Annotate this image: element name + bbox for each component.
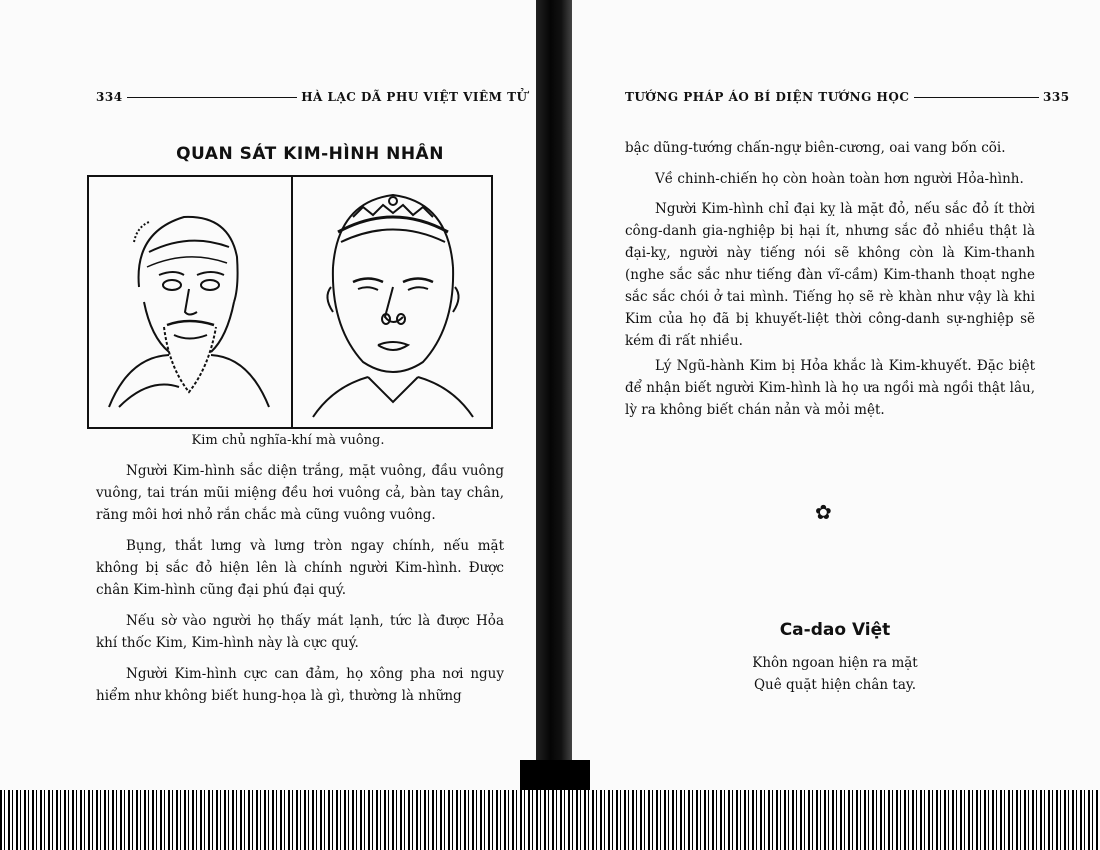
- portrait-figure: [87, 175, 493, 429]
- figure-caption: Kim chủ nghĩa-khí mà vuông.: [191, 433, 385, 448]
- right-paragraph-2: Về chinh-chiến họ còn hoàn toàn hơn người Hỏa-hình.: [655, 171, 1024, 187]
- verse-line-1: Khôn ngoan hiện ra mặt: [752, 655, 918, 671]
- left-running-head-text: HÀ LẠC DÃ PHU VIỆT VIÊM TỬ: [301, 90, 528, 104]
- right-paragraph-4: Lý Ngũ-hành Kim bị Hỏa khắc là Kim-khuyết. Đặc biệt để nhận biết người Kim-hình là họ ưa ngồi mà ngồi thật lâu, lỳ ra không biết chán nản và mỏi mệt.: [625, 358, 1035, 418]
- left-paragraph-3: Nếu sờ vào người họ thấy mát lạnh, tức là được Hỏa khí thốc Kim, Kim-hình này là cực quý.: [96, 613, 504, 651]
- left-paragraph-2: Bụng, thắt lưng và lưng tròn ngay chính, nếu mặt không bị sắc đỏ hiện lên là chính người Kim-hình. Được chân Kim-hình cũng đại phú đại quý.: [96, 538, 504, 598]
- woman-illustration: [293, 177, 489, 423]
- section-title: Ca-dao Việt: [779, 620, 891, 640]
- left-paragraph-1: Người Kim-hình sắc diện trắng, mặt vuông, đầu vuông vuông, tai trán mũi miệng đều hơi vuông cả, bàn tay chân, răng môi hơi nhỏ rắn chắc mà cũng vuông vuông.: [96, 463, 504, 523]
- right-running-head: [625, 90, 1070, 104]
- verse-line-2: Quê quặt hiện chân tay.: [753, 677, 917, 693]
- header-rule: [914, 97, 1039, 98]
- right-paragraph-1: bậc dũng-tướng chấn-ngự biên-cương, oai vang bốn cõi.: [625, 140, 1006, 156]
- book-gutter: [536, 0, 572, 790]
- left-running-head: [96, 90, 528, 104]
- scan-edge-stripes: [0, 790, 1100, 850]
- left-page-number: 334: [96, 90, 123, 104]
- bearded-man-illustration: [89, 177, 289, 423]
- left-paragraph-4: Người Kim-hình cực can đảm, họ xông pha nơi nguy hiểm như không biết hung-họa là gì, thường là những: [96, 666, 504, 704]
- chapter-title: QUAN SÁT KIM-HÌNH NHÂN: [176, 144, 444, 164]
- right-paragraph-3: Người Kim-hình chỉ đại kỵ là mặt đỏ, nếu sắc đỏ ít thời công-danh gia-nghiệp bị hại ít, nhưng sắc đỏ nhiều thật là đại-kỵ, người này tiếng nói sẽ không còn là Kim-thanh (nghe sắc sắc như tiếng đàn vĩ-cầm) Kim-thanh thoạt nghe sắc sắc chói ở tai mình. Tiếng họ sẽ rè khàn như vậy là khi Kim của họ đã bị khuyết-liệt thời công-danh sự-nghiệp sẽ kém đi rất nhiều.: [625, 201, 1035, 349]
- flower-ornament-icon: ✿: [815, 500, 832, 524]
- right-page-number: 335: [1043, 90, 1070, 104]
- right-running-head-text: TƯỚNG PHÁP ÁO BÍ DIỆN TƯỚNG HỌC: [625, 90, 910, 104]
- header-rule: [127, 97, 297, 98]
- right-page: [600, 0, 1070, 790]
- left-page: [60, 0, 530, 790]
